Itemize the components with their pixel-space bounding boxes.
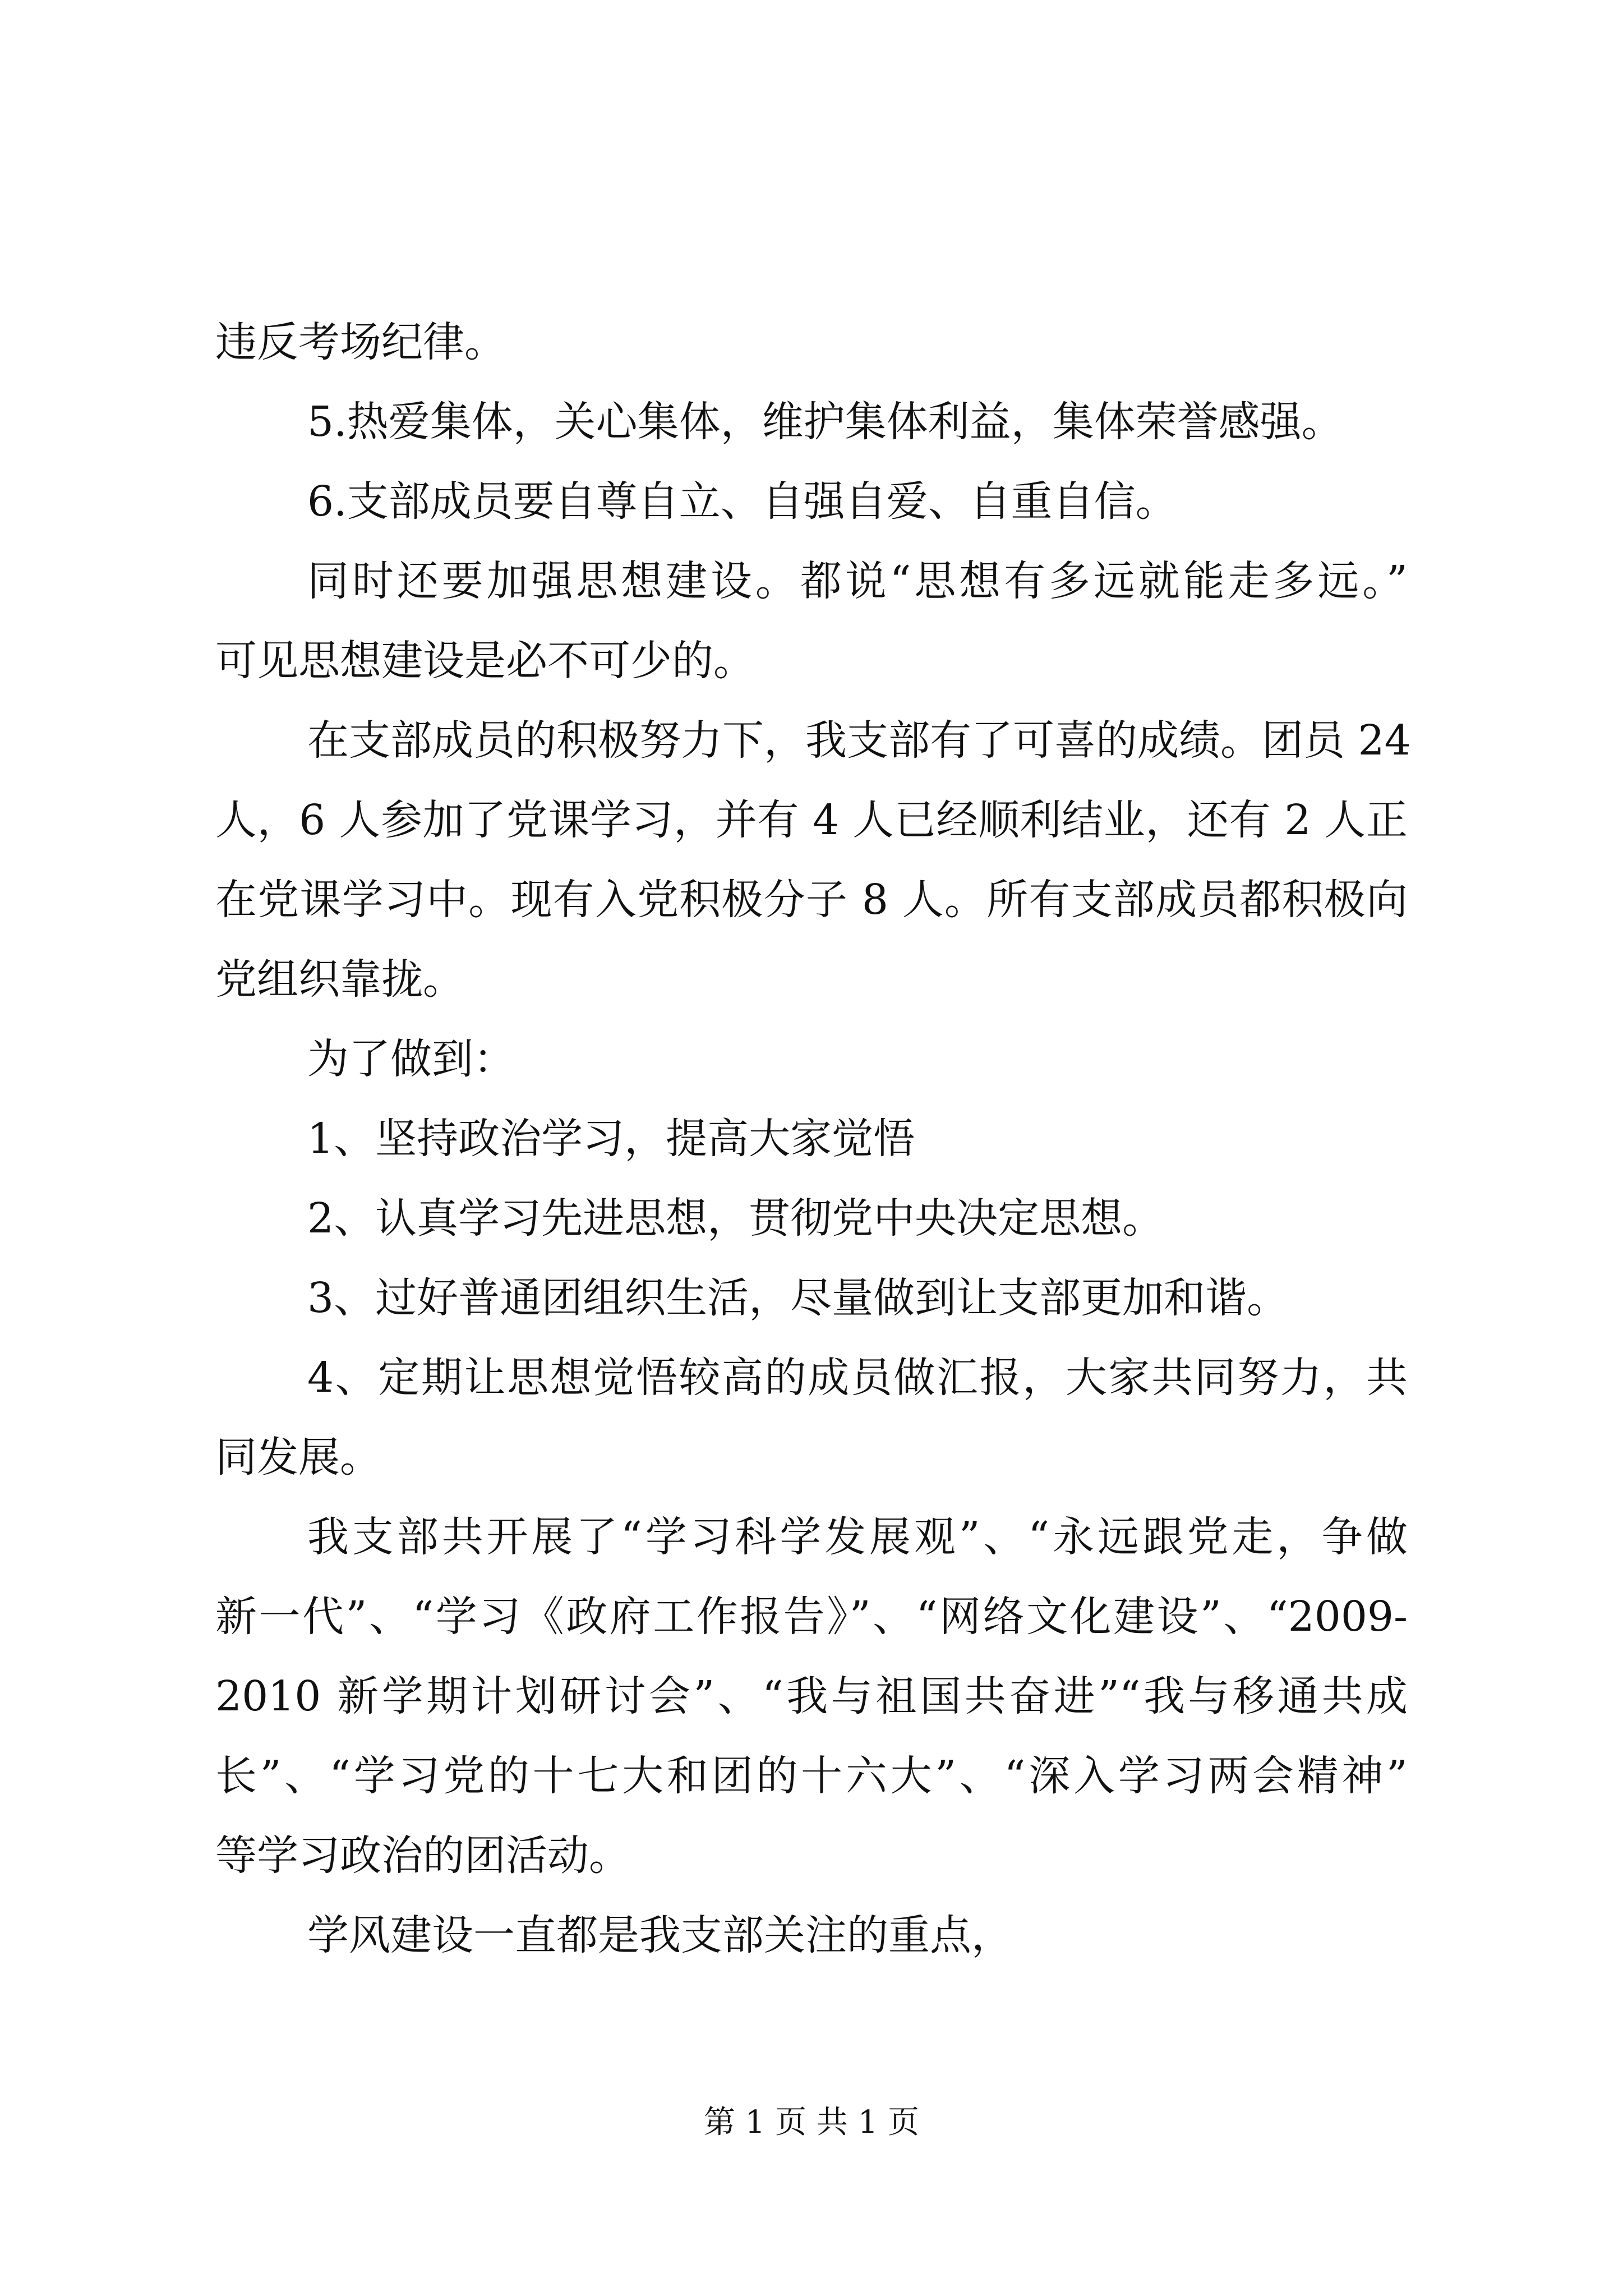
text-line: 违反考场纪律。 (215, 318, 506, 366)
text-line: 长”、“学习党的十七大和团的十六大”、“深入学习两会精神” (215, 1752, 1408, 1800)
list-item-3: 3、过好普通团组织生活，尽量做到让支部更加和谐。 (307, 1274, 1289, 1322)
text-line: 新一代”、“学习《政府工作报告》”、“网络文化建设”、“2009- (215, 1593, 1408, 1641)
text-line: 同发展。 (215, 1433, 381, 1481)
list-item-2: 2、认真学习先进思想，贯彻党中央决定思想。 (307, 1194, 1164, 1243)
list-item-4: 4、定期让思想觉悟较高的成员做汇报，大家共同努力，共 (307, 1354, 1408, 1402)
text-line: 为了做到： (307, 1035, 515, 1083)
text-line: 党组织靠拢。 (215, 955, 464, 1004)
text-line: 等学习政治的团活动。 (215, 1832, 630, 1880)
text-line: 学风建设一直都是我支部关注的重点， (307, 1911, 1013, 1959)
list-item-6: 6.支部成员要自尊自立、自强自爱、自重自信。 (307, 477, 1177, 526)
list-item-1: 1、坚持政治学习，提高大家觉悟 (307, 1115, 915, 1163)
text-line: 可见思想建设是必不可少的。 (215, 637, 755, 685)
page-footer: 第 1 页 共 1 页 (703, 2104, 920, 2141)
text-line: 在支部成员的积极努力下，我支部有了可喜的成绩。团员 24 (307, 716, 1411, 765)
text-line: 同时还要加强思想建设。都说“思想有多远就能走多远。” (307, 557, 1408, 605)
text-line: 在党课学习中。现有入党积极分子 8 人。所有支部成员都积极向 (215, 876, 1408, 924)
text-line: 我支部共开展了“学习科学发展观”、“永远跟党走，争做 (307, 1513, 1408, 1561)
text-line: 2010 新学期计划研讨会”、“我与祖国共奋进”“我与移通共成 (215, 1672, 1408, 1720)
text-line: 人，6 人参加了党课学习，并有 4 人已经顺利结业，还有 2 人正 (215, 796, 1408, 844)
list-item-5: 5.热爱集体，关心集体，维护集体利益，集体荣誉感强。 (307, 398, 1343, 446)
